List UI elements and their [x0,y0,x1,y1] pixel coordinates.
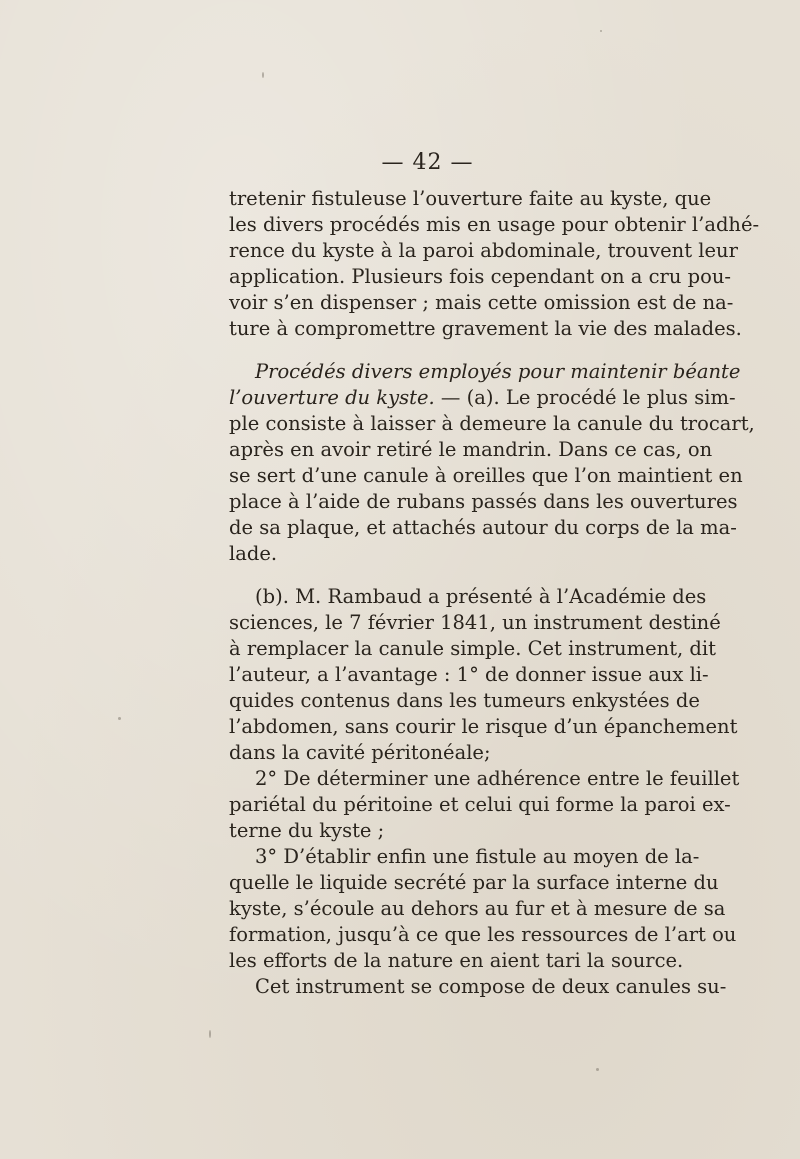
text-line: quelle le liquide secrété par la surface interne du [229,871,719,894]
paper-speck [262,72,264,78]
paragraph-intro [229,186,760,342]
text-line: voir s’en dispenser ; mais cette omission est de na- [229,291,734,314]
paragraph-spacer [229,342,673,359]
text-line: Cet instrument se compose de deux canules su- [255,975,727,998]
section-heading-continued: l’ouverture du kyste. [229,386,435,409]
text-line: ple consiste à laisser à demeure la canule du trocart, [229,412,755,435]
paragraph-composition [229,974,727,1000]
text-line: quides contenus dans les tumeurs enkystées de [229,689,700,712]
paragraph-third-point [229,844,737,974]
paper-speck [118,717,121,720]
text-line: l’auteur, a l’avantage : 1° de donner issue aux li- [229,663,709,686]
heading-rest: — (a). Le procédé le plus sim- [434,386,736,409]
paper-speck [596,1068,599,1071]
text-line: lade. [229,542,278,565]
text-line: 3° D’établir enfin une fistule au moyen de la- [255,845,700,868]
text-line: formation, jusqu’à ce que les ressources de l’art ou [229,923,737,946]
paper-speck [600,30,602,32]
text-line: rence du kyste à la paroi abdominale, trouvent leur [229,239,738,262]
text-line: à remplacer la canule simple. Cet instrument, dit [229,637,716,660]
text-line: kyste, s’écoule au dehors au fur et à mesure de sa [229,897,726,920]
text-line: place à l’aide de rubans passés dans les ouvertures [229,490,738,513]
section-heading: Procédés divers employés pour maintenir béante [255,360,741,383]
paragraph-rambaud [229,584,738,766]
body-text [229,186,760,1000]
text-line: après en avoir retiré le mandrin. Dans ce cas, on [229,438,713,461]
text-line: les efforts de la nature en aient tari la source. [229,949,684,972]
text-line: (b). M. Rambaud a présenté à l’Académie des [255,585,707,608]
text-line: pariétal du péritoine et celui qui forme la paroi ex- [229,793,731,816]
paragraph-procedes [229,359,755,567]
text-line: de sa plaque, et attachés autour du corps de la ma- [229,516,737,539]
text-line: ture à compromettre gravement la vie des malades. [229,317,742,340]
text-line: se sert d’une canule à oreilles que l’on maintient en [229,464,743,487]
text-line: tretenir fistuleuse l’ouverture faite au kyste, que [229,187,712,210]
text-line: sciences, le 7 février 1841, un instrument destiné [229,611,721,634]
paper-speck [209,1030,211,1038]
section-heading-line [229,359,741,385]
text-line: application. Plusieurs fois cependant on a cru pou- [229,265,732,288]
text-line: l’abdomen, sans courir le risque d’un épanchement [229,715,738,738]
paragraph-spacer [229,567,673,584]
text-line: terne du kyste ; [229,819,385,842]
text-line: dans la cavité péritonéale; [229,741,491,764]
text-line [229,385,736,411]
paragraph-second-point [229,766,740,844]
text-line: 2° De déterminer une adhérence entre le feuillet [255,767,740,790]
page-number: — 42 — [381,150,474,175]
text-line: les divers procédés mis en usage pour obtenir l’adhé- [229,213,760,236]
